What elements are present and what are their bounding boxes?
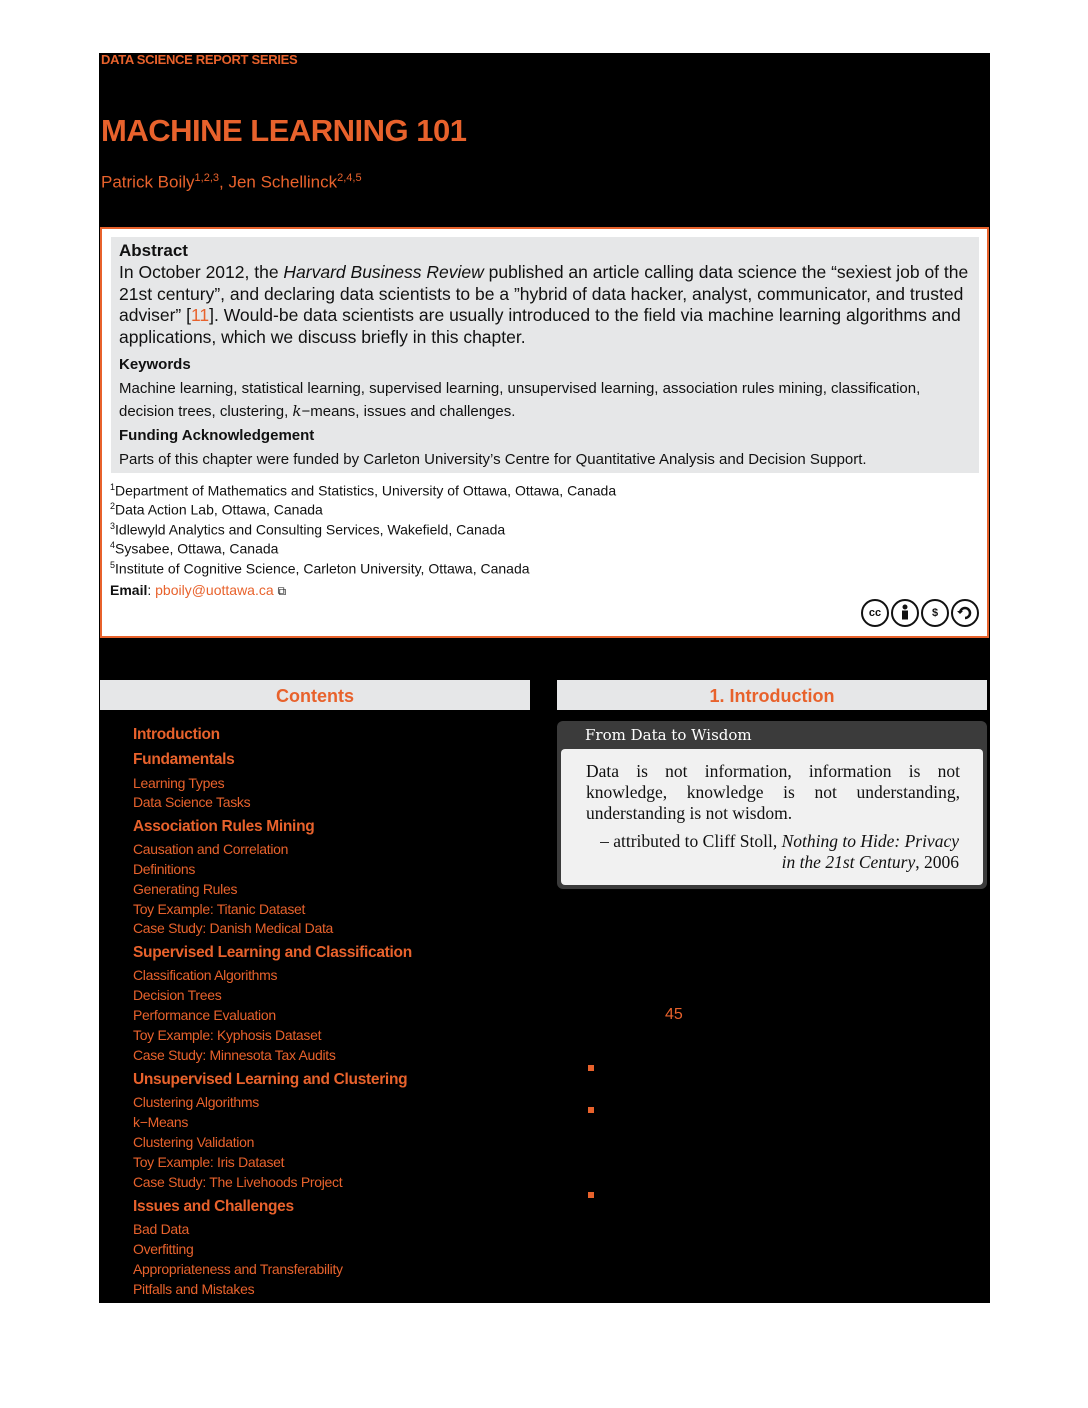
abstract-heading: Abstract <box>119 241 188 260</box>
toc-subsection-link[interactable]: Bad Data <box>133 1221 189 1237</box>
bullet-marker <box>588 1107 594 1113</box>
toc-subsection-link[interactable]: Classification Algorithms <box>133 967 278 983</box>
toc-section-link[interactable]: Issues and Challenges <box>133 1198 294 1215</box>
toc-subsection-link[interactable]: Case Study: The Livehoods Project <box>133 1174 343 1190</box>
toc-subsection-link[interactable]: Pitfalls and Mistakes <box>133 1281 255 1297</box>
report-series-label: DATA SCIENCE REPORT SERIES <box>101 52 298 67</box>
toc-section-link[interactable]: Fundamentals <box>133 751 235 768</box>
author-name: Patrick Boily <box>101 172 195 192</box>
citation-link[interactable]: 11 <box>190 305 210 325</box>
toc-subsection-link[interactable]: Learning Types <box>133 775 225 791</box>
contents-heading-bar <box>100 680 530 710</box>
section-heading: 1. Introduction <box>709 686 835 706</box>
bullet-marker <box>588 1192 594 1198</box>
affiliation: $^1$Department of Mathematics and Statistics, University of Ottawa, Ottawa, Canada <box>110 482 617 499</box>
toc-subsection-link[interactable]: Clustering Algorithms <box>133 1094 259 1110</box>
author-name: Jen Schellinck <box>228 172 338 192</box>
funding-text: Parts of this chapter were funded by Carleton University’s Centre for Quantitative Analysis and Decision Support. <box>119 451 867 468</box>
toc-subsection-link[interactable]: Generating Rules <box>133 881 238 897</box>
quote-body <box>561 749 983 885</box>
toc-subsection-link[interactable]: Toy Example: Iris Dataset <box>133 1154 285 1170</box>
paper-title: MACHINE LEARNING 101 <box>101 113 467 148</box>
toc-section-link[interactable]: Unsupervised Learning and Clustering <box>133 1071 408 1088</box>
toc-subsection-link[interactable]: Performance Evaluation <box>133 1007 276 1023</box>
author-separator: , <box>219 172 229 192</box>
quote-attribution: – attributed to Cliff Stoll, Nothing to Hide: Privacy in the 21st Century, 2006 <box>600 831 959 872</box>
quote-text: Data is not information, information is not knowledge, knowledge is not understanding, understanding is not wisdom. <box>586 761 960 823</box>
affiliation: $^4$Sysabee, Ottawa, Canada <box>110 540 279 557</box>
toc-subsection-link[interactable]: Data Science Tasks <box>133 794 251 810</box>
quote-box-title: From Data to Wisdom <box>585 726 752 744</box>
toc-subsection-link[interactable]: Overfitting <box>133 1241 194 1257</box>
toc-section-link[interactable]: Association Rules Mining <box>133 818 315 835</box>
email-link[interactable]: pboily@uottawa.ca <box>155 582 274 598</box>
attribution-icon <box>891 599 919 627</box>
affiliation: $^5$Institute of Cognitive Science, Carleton University, Ottawa, Canada <box>110 560 530 577</box>
funding-heading: Funding Acknowledgement <box>119 427 315 444</box>
abstract-box <box>100 227 989 638</box>
toc-subsection-link[interactable]: Decision Trees <box>133 987 222 1003</box>
keywords-heading: Keywords <box>119 356 191 373</box>
affiliation: $^2$Data Action Lab, Ottawa, Canada <box>110 501 323 518</box>
quote-box <box>557 721 987 889</box>
cc-license-icon: cc <box>861 599 889 627</box>
toc-section-link[interactable]: Supervised Learning and Classification <box>133 944 412 961</box>
toc-subsection-link[interactable]: Toy Example: Titanic Dataset <box>133 901 306 917</box>
author-affiliation-marks: 1,2,3 <box>194 172 219 184</box>
share-alike-icon <box>951 599 979 627</box>
abstract-text: In October 2012, the Harvard Business Review published an article calling data science the “sexiest job of the 21st century”, and declaring data scientists to be a ”hybrid of data hacker, analyst, communicator, and trusted adviser” [11]. Would-be data scientists are usually introduced to the field via machine learning algorithms and applications, which we discuss briefly in this chapter. <box>119 262 969 347</box>
abstract-panel <box>111 237 979 473</box>
page-number: 45 <box>665 1006 683 1023</box>
affiliation: $^3$Idlewyld Analytics and Consulting Services, Wakefield, Canada <box>110 521 506 538</box>
introduction-heading-bar <box>557 680 987 710</box>
toc-subsection-link[interactable]: Clustering Validation <box>133 1134 255 1150</box>
noncommercial-icon: $ <box>921 599 949 627</box>
email-line: Email: pboily@uottawa.ca ⧉ <box>110 582 287 598</box>
toc-subsection-link[interactable]: Definitions <box>133 861 196 877</box>
toc-subsection-link[interactable]: Appropriateness and Transferability <box>133 1261 343 1277</box>
bullet-marker <box>588 1065 594 1071</box>
author-line <box>101 172 362 193</box>
toc-subsection-link[interactable]: k−Means <box>133 1114 189 1130</box>
toc-subsection-link[interactable]: Case Study: Danish Medical Data <box>133 920 334 936</box>
toc-subsection-link[interactable]: Causation and Correlation <box>133 841 289 857</box>
toc-subsection-link[interactable]: Case Study: Minnesota Tax Audits <box>133 1047 336 1063</box>
external-link-icon: ⧉ <box>277 584 287 598</box>
toc-section-link[interactable]: Introduction <box>133 726 220 743</box>
toc-subsection-link[interactable]: Toy Example: Kyphosis Dataset <box>133 1027 322 1043</box>
keywords-text: Machine learning, statistical learning, supervised learning, unsupervised learning, association rules mining, classification, decision trees, clustering, k−means, issues and challenges. <box>119 380 921 420</box>
contents-heading: Contents <box>276 686 354 706</box>
author-affiliation-marks: 2,4,5 <box>337 172 362 184</box>
